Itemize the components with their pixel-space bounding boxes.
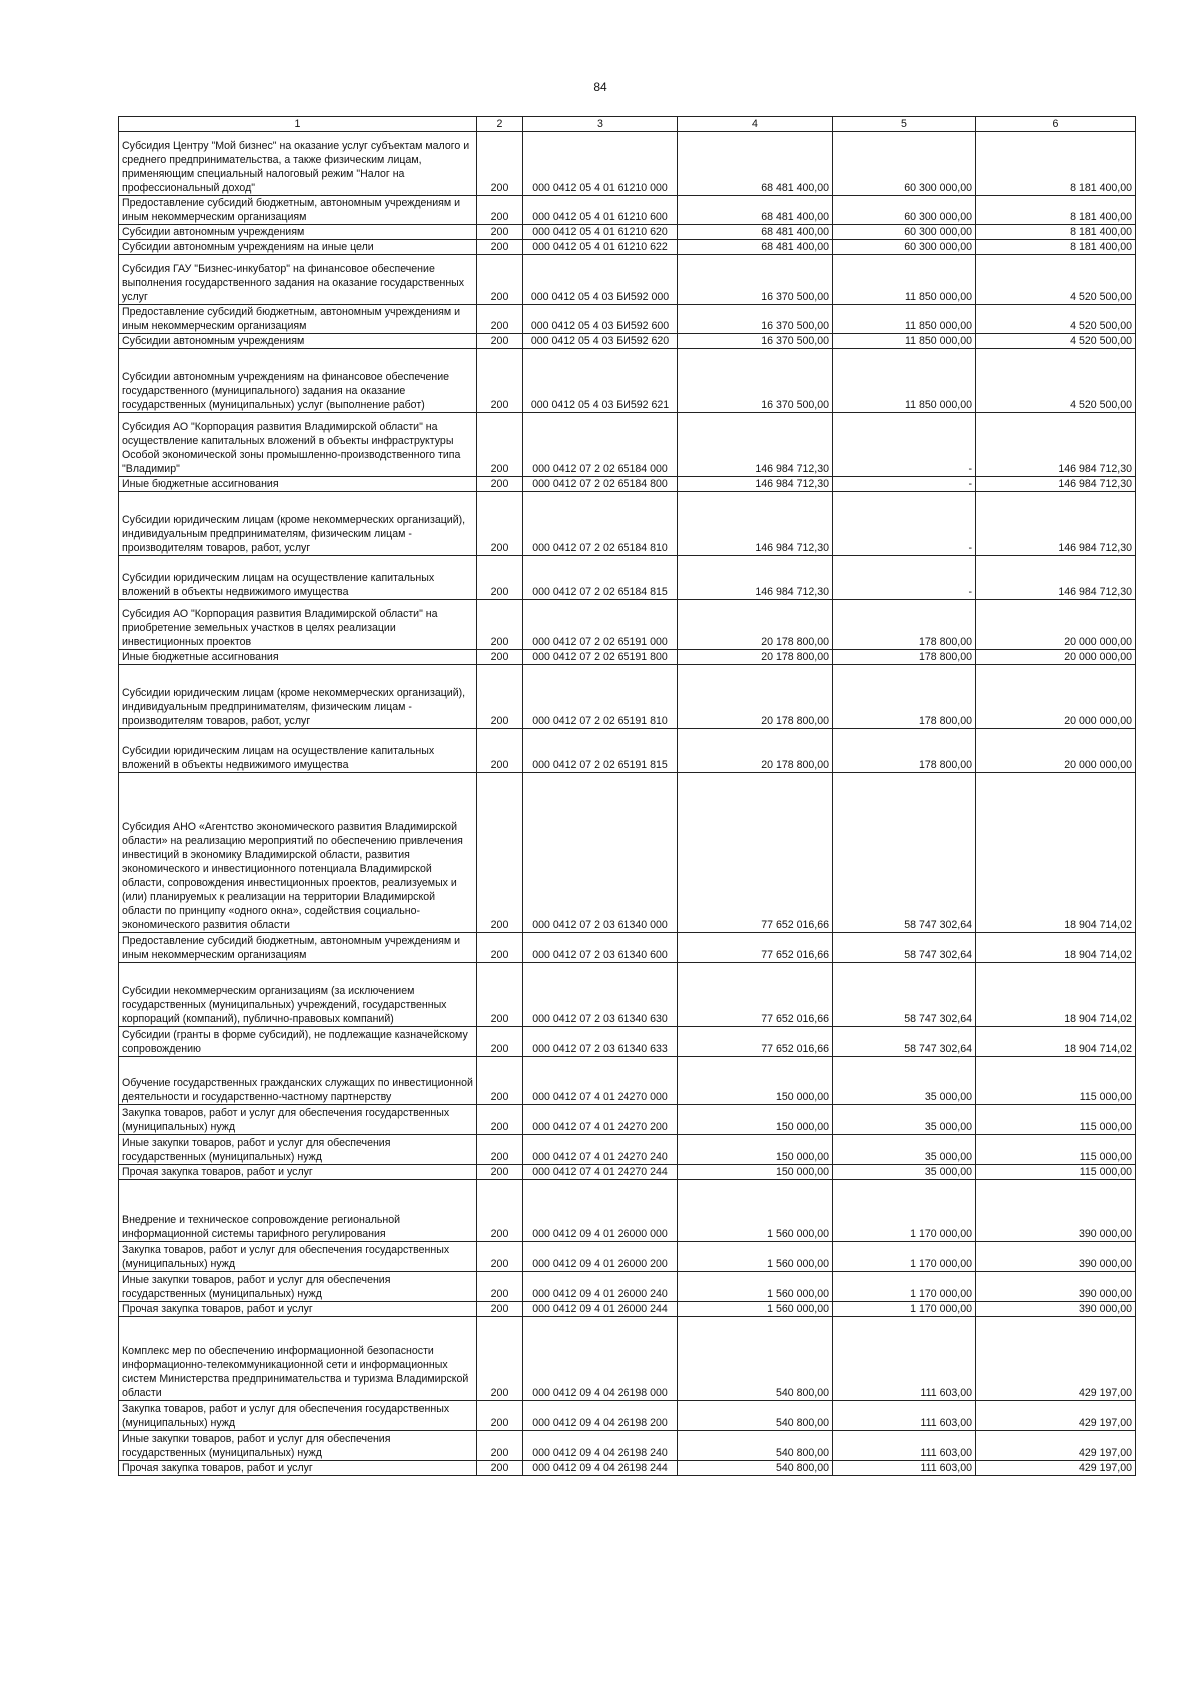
table-row: [119, 1242, 1136, 1272]
table-row: [119, 334, 1136, 349]
amount-col4: 77 652 016,66: [678, 963, 833, 1027]
amount-col4: 20 178 800,00: [678, 650, 833, 665]
amount-col6: 4 520 500,00: [976, 334, 1136, 349]
amount-col6: 18 904 714,02: [976, 963, 1136, 1027]
row-description: Комплекс мер по обеспечению информационной безопасности информационно-телекоммуникационной сети и информационных систем Министерства предпринимательства и туризма Владимирской области: [119, 1317, 477, 1401]
admin-code: 200: [477, 963, 523, 1027]
admin-code: 200: [477, 255, 523, 305]
amount-col4: 1 560 000,00: [678, 1272, 833, 1302]
table-row: [119, 665, 1136, 729]
table-row: [119, 413, 1136, 477]
amount-col5: -: [833, 477, 976, 492]
budget-class-code: 000 0412 09 4 01 26000 244: [523, 1302, 678, 1317]
table-row: [119, 1461, 1136, 1476]
admin-code: 200: [477, 650, 523, 665]
budget-class-code: 000 0412 09 4 04 26198 000: [523, 1317, 678, 1401]
amount-col5: 58 747 302,64: [833, 933, 976, 963]
amount-col4: 16 370 500,00: [678, 255, 833, 305]
table-row: [119, 556, 1136, 600]
admin-code: 200: [477, 1431, 523, 1461]
row-description: Прочая закупка товаров, работ и услуг: [119, 1461, 477, 1476]
column-number: 1: [119, 117, 477, 132]
row-description: Иные закупки товаров, работ и услуг для обеспечения государственных (муниципальных) нужд: [119, 1272, 477, 1302]
amount-col4: 20 178 800,00: [678, 665, 833, 729]
admin-code: 200: [477, 1165, 523, 1180]
table-row: [119, 1272, 1136, 1302]
row-description: Субсидия ГАУ "Бизнес-инкубатор" на финансовое обеспечение выполнения государственного задания на оказание государственных услуг: [119, 255, 477, 305]
amount-col6: 18 904 714,02: [976, 1027, 1136, 1057]
row-description: Закупка товаров, работ и услуг для обеспечения государственных (муниципальных) нужд: [119, 1242, 477, 1272]
amount-col6: 390 000,00: [976, 1272, 1136, 1302]
amount-col6: 4 520 500,00: [976, 305, 1136, 334]
budget-class-code: 000 0412 05 4 01 61210 622: [523, 240, 678, 255]
amount-col5: 1 170 000,00: [833, 1242, 976, 1272]
amount-col4: 146 984 712,30: [678, 413, 833, 477]
amount-col6: 146 984 712,30: [976, 413, 1136, 477]
admin-code: 200: [477, 1105, 523, 1135]
row-description: Субсидия АО "Корпорация развития Владимирской области" на осуществление капитальных вложений в объекты инфраструктуры Особой экономической зоны промышленно-производственного типа "Владимир": [119, 413, 477, 477]
admin-code: 200: [477, 600, 523, 650]
amount-col4: 1 560 000,00: [678, 1302, 833, 1317]
table-row: [119, 240, 1136, 255]
amount-col6: 18 904 714,02: [976, 773, 1136, 933]
table-row: [119, 305, 1136, 334]
amount-col6: 20 000 000,00: [976, 665, 1136, 729]
amount-col6: 390 000,00: [976, 1242, 1136, 1272]
admin-code: 200: [477, 240, 523, 255]
row-description: Субсидии автономным учреждениям на финансовое обеспечение государственного (муниципального) задания на оказание государственных (муниципальных) услуг (выполнение работ): [119, 349, 477, 413]
row-description: Внедрение и техническое сопровождение региональной информационной системы тарифного регулирования: [119, 1180, 477, 1242]
amount-col6: 18 904 714,02: [976, 933, 1136, 963]
admin-code: 200: [477, 225, 523, 240]
budget-class-code: 000 0412 07 2 02 65184 815: [523, 556, 678, 600]
budget-class-code: 000 0412 05 4 01 61210 620: [523, 225, 678, 240]
table-row: [119, 933, 1136, 963]
amount-col5: 60 300 000,00: [833, 196, 976, 225]
row-description: Закупка товаров, работ и услуг для обеспечения государственных (муниципальных) нужд: [119, 1105, 477, 1135]
amount-col4: 150 000,00: [678, 1057, 833, 1105]
admin-code: 200: [477, 492, 523, 556]
table-row: [119, 349, 1136, 413]
amount-col6: 146 984 712,30: [976, 477, 1136, 492]
amount-col5: -: [833, 556, 976, 600]
amount-col5: 58 747 302,64: [833, 773, 976, 933]
amount-col4: 20 178 800,00: [678, 600, 833, 650]
table-row: [119, 1165, 1136, 1180]
table-row: [119, 650, 1136, 665]
budget-class-code: 000 0412 07 2 03 61340 633: [523, 1027, 678, 1057]
row-description: Субсидия АНО «Агентство экономического развития Владимирской области» на реализацию мероприятий по обеспечению привлечения инвестиций в экономику Владимирской области, развития экономического и инвестиционного потенциала Владимирской области, сопровождения инвестиционных проектов, реализуемых и (или) планируемых к реализации на территории Владимирской области по принципу «одного окна», содействия социально-экономического развития области: [119, 773, 477, 933]
budget-class-code: 000 0412 07 2 02 65191 810: [523, 665, 678, 729]
amount-col4: 146 984 712,30: [678, 492, 833, 556]
budget-class-code: 000 0412 07 4 01 24270 240: [523, 1135, 678, 1165]
budget-class-code: 000 0412 07 2 02 65191 000: [523, 600, 678, 650]
table-row: [119, 1302, 1136, 1317]
amount-col5: 111 603,00: [833, 1317, 976, 1401]
amount-col5: 58 747 302,64: [833, 1027, 976, 1057]
amount-col4: 20 178 800,00: [678, 729, 833, 773]
amount-col4: 1 560 000,00: [678, 1180, 833, 1242]
row-description: Иные закупки товаров, работ и услуг для обеспечения государственных (муниципальных) нужд: [119, 1431, 477, 1461]
amount-col5: 11 850 000,00: [833, 255, 976, 305]
amount-col5: 58 747 302,64: [833, 963, 976, 1027]
row-description: Субсидии юридическим лицам (кроме некоммерческих организаций), индивидуальным предпринимателям, физическим лицам - производителям товаров, работ, услуг: [119, 492, 477, 556]
amount-col5: 1 170 000,00: [833, 1272, 976, 1302]
row-description: Предоставление субсидий бюджетным, автономным учреждениям и иным некоммерческим организациям: [119, 196, 477, 225]
amount-col5: 178 800,00: [833, 650, 976, 665]
row-description: Субсидии (гранты в форме субсидий), не подлежащие казначейскому сопровождению: [119, 1027, 477, 1057]
amount-col5: -: [833, 492, 976, 556]
amount-col6: 429 197,00: [976, 1461, 1136, 1476]
amount-col4: 68 481 400,00: [678, 225, 833, 240]
amount-col5: 1 170 000,00: [833, 1302, 976, 1317]
amount-col5: 11 850 000,00: [833, 305, 976, 334]
amount-col5: 35 000,00: [833, 1165, 976, 1180]
budget-class-code: 000 0412 05 4 01 61210 600: [523, 196, 678, 225]
amount-col5: 60 300 000,00: [833, 240, 976, 255]
budget-table: [118, 116, 1136, 1476]
row-description: Предоставление субсидий бюджетным, автономным учреждениям и иным некоммерческим организациям: [119, 933, 477, 963]
amount-col5: 35 000,00: [833, 1057, 976, 1105]
page-number: 84: [593, 80, 607, 94]
amount-col4: 150 000,00: [678, 1165, 833, 1180]
admin-code: 200: [477, 773, 523, 933]
column-number: 6: [976, 117, 1136, 132]
amount-col5: 178 800,00: [833, 729, 976, 773]
column-number: 2: [477, 117, 523, 132]
budget-class-code: 000 0412 05 4 03 БИ592 000: [523, 255, 678, 305]
row-description: Обучение государственных гражданских служащих по инвестиционной деятельности и государственно-частному партнерству: [119, 1057, 477, 1105]
column-number: 4: [678, 117, 833, 132]
amount-col4: 1 560 000,00: [678, 1242, 833, 1272]
amount-col5: 60 300 000,00: [833, 132, 976, 196]
table-row: [119, 600, 1136, 650]
amount-col5: 111 603,00: [833, 1401, 976, 1431]
row-description: Субсидии некоммерческим организациям (за исключением государственных (муниципальных) учреждений, государственных корпораций (компаний), публично-правовых компаний): [119, 963, 477, 1027]
budget-class-code: 000 0412 07 4 01 24270 000: [523, 1057, 678, 1105]
row-description: Прочая закупка товаров, работ и услуг: [119, 1165, 477, 1180]
admin-code: 200: [477, 305, 523, 334]
admin-code: 200: [477, 1302, 523, 1317]
amount-col6: 8 181 400,00: [976, 225, 1136, 240]
amount-col4: 150 000,00: [678, 1135, 833, 1165]
amount-col5: 35 000,00: [833, 1135, 976, 1165]
budget-class-code: 000 0412 09 4 01 26000 240: [523, 1272, 678, 1302]
amount-col6: 390 000,00: [976, 1302, 1136, 1317]
amount-col6: 8 181 400,00: [976, 240, 1136, 255]
row-description: Закупка товаров, работ и услуг для обеспечения государственных (муниципальных) нужд: [119, 1401, 477, 1431]
row-description: Предоставление субсидий бюджетным, автономным учреждениям и иным некоммерческим организациям: [119, 305, 477, 334]
budget-class-code: 000 0412 09 4 04 26198 244: [523, 1461, 678, 1476]
admin-code: 200: [477, 1242, 523, 1272]
amount-col5: 11 850 000,00: [833, 334, 976, 349]
amount-col5: 1 170 000,00: [833, 1180, 976, 1242]
row-description: Субсидии автономным учреждениям: [119, 225, 477, 240]
table-row: [119, 492, 1136, 556]
budget-class-code: 000 0412 05 4 03 БИ592 600: [523, 305, 678, 334]
amount-col4: 146 984 712,30: [678, 477, 833, 492]
amount-col6: 115 000,00: [976, 1105, 1136, 1135]
budget-class-code: 000 0412 07 2 02 65191 800: [523, 650, 678, 665]
admin-code: 200: [477, 729, 523, 773]
row-description: Иные бюджетные ассигнования: [119, 650, 477, 665]
budget-class-code: 000 0412 09 4 01 26000 000: [523, 1180, 678, 1242]
table-row: [119, 132, 1136, 196]
amount-col5: 178 800,00: [833, 665, 976, 729]
amount-col5: -: [833, 413, 976, 477]
row-description: Субсидии юридическим лицам на осуществление капитальных вложений в объекты недвижимого имущества: [119, 729, 477, 773]
budget-class-code: 000 0412 09 4 04 26198 200: [523, 1401, 678, 1431]
amount-col5: 111 603,00: [833, 1461, 976, 1476]
amount-col6: 115 000,00: [976, 1165, 1136, 1180]
table-row: [119, 477, 1136, 492]
amount-col4: 77 652 016,66: [678, 933, 833, 963]
table-row: [119, 1180, 1136, 1242]
budget-class-code: 000 0412 07 2 02 65184 800: [523, 477, 678, 492]
admin-code: 200: [477, 334, 523, 349]
amount-col6: 146 984 712,30: [976, 492, 1136, 556]
admin-code: 200: [477, 1027, 523, 1057]
amount-col4: 77 652 016,66: [678, 773, 833, 933]
row-description: Субсидия АО "Корпорация развития Владимирской области" на приобретение земельных участков в целях реализации инвестиционных проектов: [119, 600, 477, 650]
table-row: [119, 773, 1136, 933]
table-row: [119, 729, 1136, 773]
amount-col6: 20 000 000,00: [976, 600, 1136, 650]
amount-col4: 146 984 712,30: [678, 556, 833, 600]
admin-code: 200: [477, 132, 523, 196]
column-number: 5: [833, 117, 976, 132]
row-description: Субсидии автономным учреждениям: [119, 334, 477, 349]
row-description: Прочая закупка товаров, работ и услуг: [119, 1302, 477, 1317]
admin-code: 200: [477, 477, 523, 492]
table-row: [119, 1027, 1136, 1057]
amount-col4: 68 481 400,00: [678, 132, 833, 196]
row-description: Иные бюджетные ассигнования: [119, 477, 477, 492]
amount-col5: 178 800,00: [833, 600, 976, 650]
admin-code: 200: [477, 1401, 523, 1431]
amount-col4: 16 370 500,00: [678, 334, 833, 349]
budget-class-code: 000 0412 07 2 03 61340 600: [523, 933, 678, 963]
amount-col4: 540 800,00: [678, 1317, 833, 1401]
budget-class-code: 000 0412 07 4 01 24270 244: [523, 1165, 678, 1180]
table-row: [119, 225, 1136, 240]
amount-col6: 20 000 000,00: [976, 729, 1136, 773]
amount-col4: 16 370 500,00: [678, 349, 833, 413]
amount-col5: 111 603,00: [833, 1431, 976, 1461]
admin-code: 200: [477, 349, 523, 413]
amount-col4: 68 481 400,00: [678, 196, 833, 225]
budget-class-code: 000 0412 05 4 01 61210 000: [523, 132, 678, 196]
budget-class-code: 000 0412 09 4 04 26198 240: [523, 1431, 678, 1461]
amount-col4: 540 800,00: [678, 1461, 833, 1476]
row-description: Субсидии юридическим лицам на осуществление капитальных вложений в объекты недвижимого имущества: [119, 556, 477, 600]
amount-col4: 16 370 500,00: [678, 305, 833, 334]
budget-class-code: 000 0412 07 2 02 65184 000: [523, 413, 678, 477]
amount-col6: 20 000 000,00: [976, 650, 1136, 665]
table-row: [119, 1057, 1136, 1105]
table-row: [119, 1317, 1136, 1401]
table-row: [119, 963, 1136, 1027]
row-description: Субсидии автономным учреждениям на иные цели: [119, 240, 477, 255]
amount-col6: 115 000,00: [976, 1135, 1136, 1165]
amount-col6: 4 520 500,00: [976, 349, 1136, 413]
budget-class-code: 000 0412 05 4 03 БИ592 621: [523, 349, 678, 413]
admin-code: 200: [477, 1180, 523, 1242]
amount-col4: 540 800,00: [678, 1401, 833, 1431]
amount-col6: 429 197,00: [976, 1401, 1136, 1431]
amount-col6: 146 984 712,30: [976, 556, 1136, 600]
budget-class-code: 000 0412 07 2 02 65191 815: [523, 729, 678, 773]
budget-class-code: 000 0412 07 4 01 24270 200: [523, 1105, 678, 1135]
budget-class-code: 000 0412 09 4 01 26000 200: [523, 1242, 678, 1272]
admin-code: 200: [477, 413, 523, 477]
budget-class-code: 000 0412 07 2 02 65184 810: [523, 492, 678, 556]
amount-col6: 8 181 400,00: [976, 132, 1136, 196]
budget-class-code: 000 0412 05 4 03 БИ592 620: [523, 334, 678, 349]
table-row: [119, 196, 1136, 225]
row-description: Иные закупки товаров, работ и услуг для обеспечения государственных (муниципальных) нужд: [119, 1135, 477, 1165]
amount-col6: 429 197,00: [976, 1431, 1136, 1461]
admin-code: 200: [477, 665, 523, 729]
amount-col6: 8 181 400,00: [976, 196, 1136, 225]
amount-col6: 390 000,00: [976, 1180, 1136, 1242]
amount-col4: 68 481 400,00: [678, 240, 833, 255]
budget-class-code: 000 0412 07 2 03 61340 000: [523, 773, 678, 933]
admin-code: 200: [477, 1135, 523, 1165]
amount-col4: 540 800,00: [678, 1431, 833, 1461]
admin-code: 200: [477, 1461, 523, 1476]
amount-col6: 4 520 500,00: [976, 255, 1136, 305]
table-row: [119, 1401, 1136, 1431]
admin-code: 200: [477, 1317, 523, 1401]
amount-col5: 60 300 000,00: [833, 225, 976, 240]
row-description: Субсидия Центру "Мой бизнес" на оказание услуг субъектам малого и среднего предпринимательства, а также физическим лицам, применяющим специальный налоговый режим "Налог на профессиональный доход": [119, 132, 477, 196]
amount-col5: 35 000,00: [833, 1105, 976, 1135]
admin-code: 200: [477, 1057, 523, 1105]
budget-class-code: 000 0412 07 2 03 61340 630: [523, 963, 678, 1027]
column-number-row: [119, 117, 1136, 132]
table-row: [119, 255, 1136, 305]
admin-code: 200: [477, 1272, 523, 1302]
admin-code: 200: [477, 933, 523, 963]
table-row: [119, 1431, 1136, 1461]
row-description: Субсидии юридическим лицам (кроме некоммерческих организаций), индивидуальным предпринимателям, физическим лицам - производителям товаров, работ, услуг: [119, 665, 477, 729]
column-number: 3: [523, 117, 678, 132]
admin-code: 200: [477, 556, 523, 600]
amount-col4: 150 000,00: [678, 1105, 833, 1135]
amount-col6: 115 000,00: [976, 1057, 1136, 1105]
amount-col5: 11 850 000,00: [833, 349, 976, 413]
amount-col4: 77 652 016,66: [678, 1027, 833, 1057]
table-row: [119, 1135, 1136, 1165]
amount-col6: 429 197,00: [976, 1317, 1136, 1401]
table-row: [119, 1105, 1136, 1135]
admin-code: 200: [477, 196, 523, 225]
